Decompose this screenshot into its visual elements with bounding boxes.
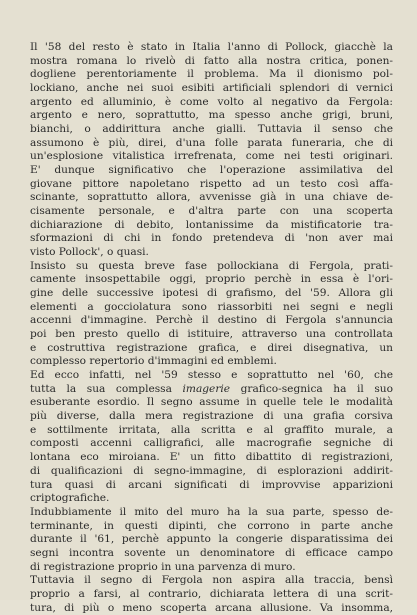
text-line: composti accenni calligrafici, alle macrografie segniche di (30, 437, 393, 450)
text-line: esuberante esordio. Il segno assume in quelle tele le modalità (30, 396, 393, 409)
text-line: criptografiche. (30, 492, 110, 505)
text-line: lockiano, anche nei suoi esibiti artificiali splendori di vernici (30, 82, 393, 95)
text-line: accenni d'immagine. Perchè il destino di Fergola s'annuncia (30, 314, 393, 327)
text-line: mostra romana lo rivelò di fatto alla nostra critica, ponen- (30, 54, 393, 67)
text-line: lontana eco miroiana. E' un fitto dibattito di registrazioni, (30, 451, 393, 464)
text-line: argento e nero, soprattutto, ma spesso anche grigi, bruni, (30, 109, 393, 122)
paragraph (30, 506, 393, 574)
paragraph (30, 41, 393, 260)
text-line: E' dunque significativo che l'operazione assimilativa del (30, 164, 393, 177)
text-line: un'esplosione vitalistica irrefrenata, come nei testi originari. (30, 150, 393, 163)
text-line: Il '58 del resto è stato in Italia l'anno di Pollock, giacchè la (30, 41, 393, 53)
text-line: poi ben presto quello di istituire, attraverso una controllata (30, 328, 393, 341)
text-line: e sottilmente irritata, alla scritta e al graffito murale, a (30, 423, 393, 436)
paragraph (30, 574, 393, 615)
text-line: Ed ecco infatti, nel '59 stesso e soprattutto nel '60, che (30, 369, 393, 382)
body-text (30, 41, 393, 615)
text-line: terminante, in questi dipinti, che corrono in parte anche (30, 519, 393, 532)
text-line: proprio a farsi, al contrario, dichiarata lettera di una scrit- (30, 587, 393, 600)
paragraph (30, 369, 393, 506)
paragraph (30, 260, 393, 369)
text-line: Insisto su questa breve fase pollockiana di Fergola, prati- (30, 259, 393, 272)
text-line: bianchi, o addirittura anche gialli. Tuttavia il senso che (30, 123, 393, 136)
text-line: elementi a gocciolatura sono riassorbiti nei segni e negli (30, 300, 393, 313)
text-line: dogliene perentoriamente il problema. Ma il dionismo pol- (30, 68, 393, 81)
text-line: di registrazione proprio in una parvenza di muro. (30, 560, 296, 573)
text-line: gine delle successive ipotesi di grafismo, del '59. Allora gli (30, 287, 393, 300)
text-line: giovane pittore napoletano rispetto ad un testo così affa- (30, 177, 393, 190)
text-line: Tuttavia il segno di Fergola non aspira alla traccia, bensì (30, 574, 393, 587)
italic-term: imagerie (182, 382, 231, 395)
text-line: camente insospettabile oggi, proprio perchè in essa è l'ori- (30, 273, 393, 286)
text-line: scinante, soprattutto allora, avvenisse già in una chiave de- (30, 191, 393, 204)
text-line: argento ed alluminio, è come volto al negativo da Fergola: (30, 95, 393, 108)
text-line: di qualificazioni di segno-immagine, di esplorazioni addirit- (30, 464, 393, 477)
text-line: tutta la sua complessa imagerie grafico-segnica ha il suo (30, 382, 393, 395)
text-line: e costruttiva registrazione grafica, e direi disegnativa, un (30, 341, 393, 354)
text-line: Indubbiamente il mito del muro ha la sua parte, spesso de- (30, 505, 393, 518)
text-line: tura quasi di arcani significati di improvvise apparizioni (30, 478, 393, 491)
text-line: dichiarazione di debito, lontanissime da mistificatorie tra- (30, 218, 393, 231)
text-line: visto Pollock', o quasi. (30, 246, 149, 259)
text-line: più diverse, dalla mera registrazione di una grafia corsiva (30, 410, 393, 423)
text-line: tura, di più o meno scoperta arcana allusione. Va insomma, (30, 601, 393, 614)
text-line: segni incontra sovente un denominatore di efficace campo (30, 546, 393, 559)
text-line: cisamente personale, e d'altra parte con una scoperta (30, 205, 393, 218)
text-line: complesso repertorio d'immagini ed emblemi. (30, 355, 277, 368)
text-line: assumono è più, direi, d'una folle parata funeraria, che di (30, 136, 393, 149)
text-line: durante il '61, perchè appunto la congerie disparatissima dei (30, 533, 393, 546)
text-line: sformazioni di chi in fondo pretendeva di 'non aver mai (30, 232, 393, 245)
